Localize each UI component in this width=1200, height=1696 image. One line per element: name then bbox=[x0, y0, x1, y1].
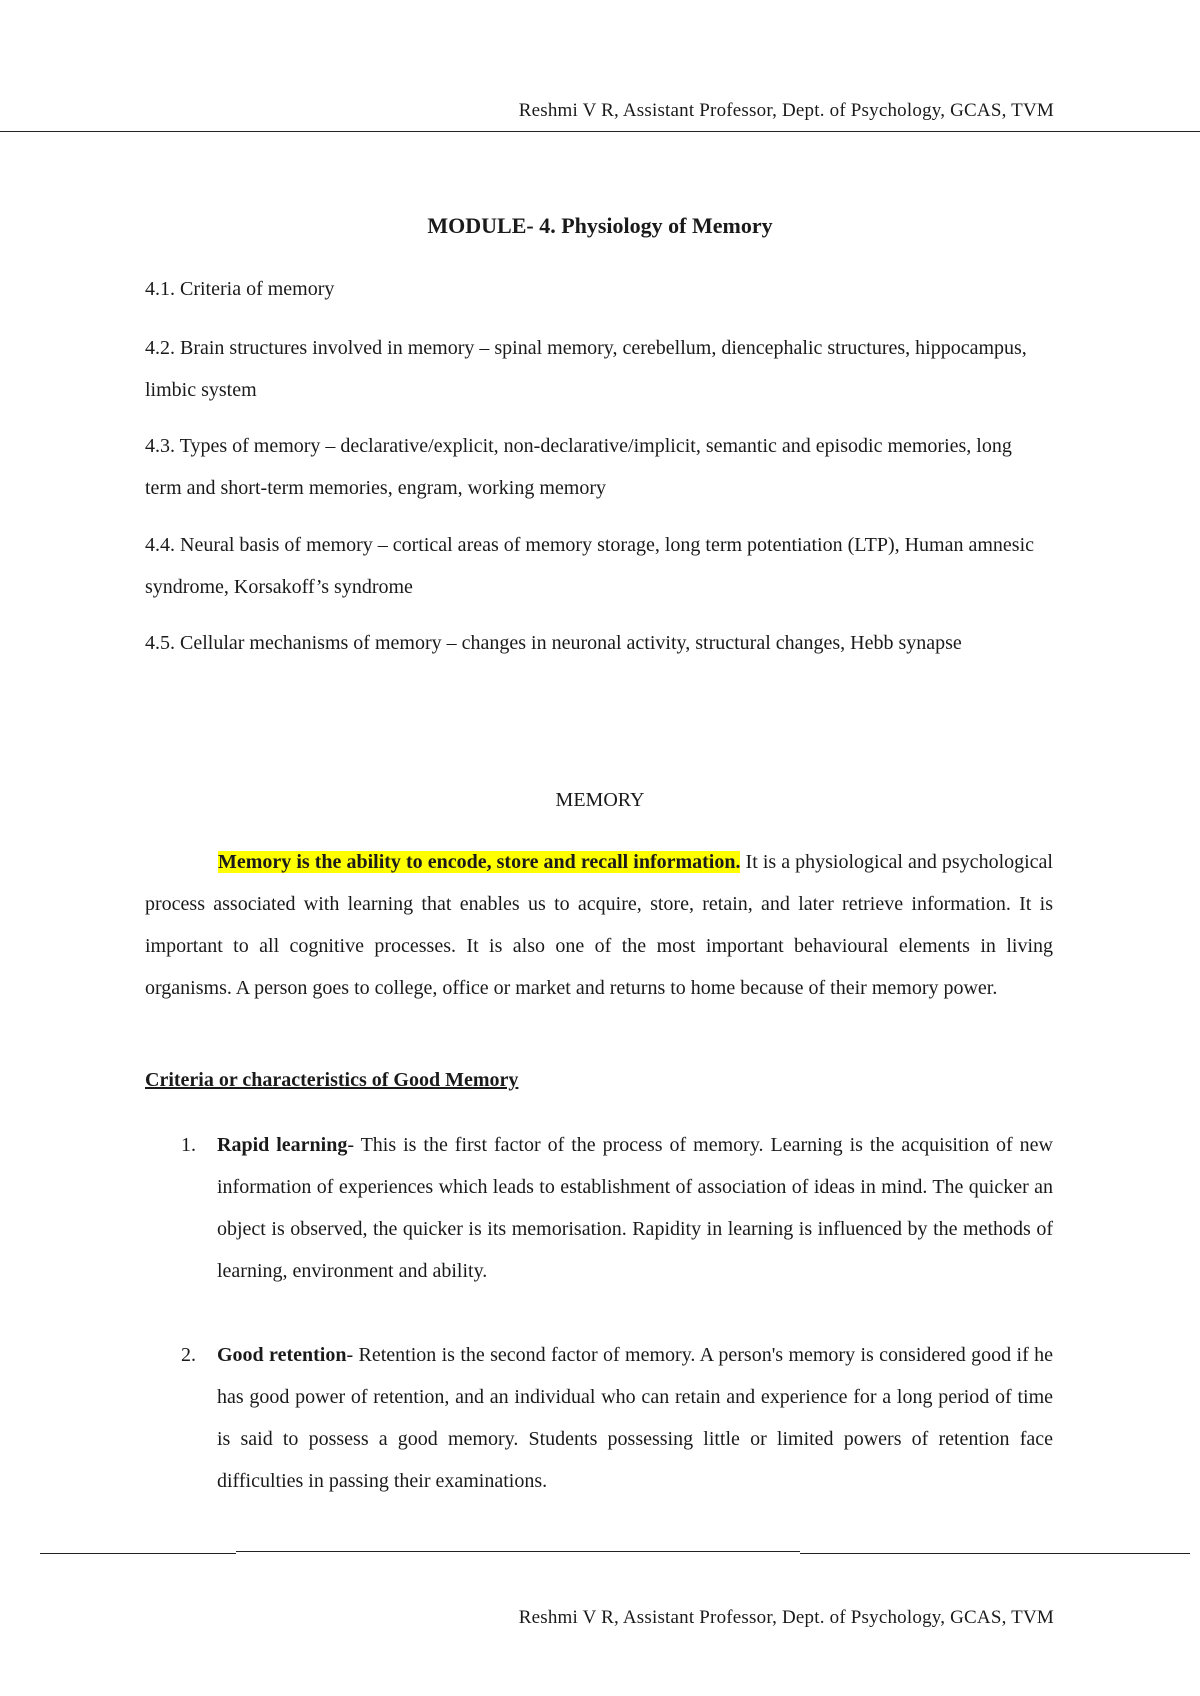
page-title: MODULE- 4. Physiology of Memory bbox=[427, 213, 773, 238]
footer-divider-left bbox=[40, 1553, 236, 1554]
list-item bbox=[145, 1124, 1053, 1292]
list-item-term: Good retention bbox=[217, 1344, 347, 1366]
highlighted-definition: Memory is the ability to encode, store and recall information. bbox=[218, 851, 741, 873]
page-footer: Reshmi V R, Assistant Professor, Dept. of Psychology, GCAS, TVM bbox=[518, 1607, 1054, 1628]
memory-definition-paragraph bbox=[145, 841, 1053, 1009]
list-number: 2. bbox=[181, 1344, 196, 1366]
header-divider bbox=[0, 131, 1200, 132]
toc-item-4-1: 4.1. Criteria of memory bbox=[145, 278, 335, 300]
list-item-term: Rapid learning bbox=[217, 1134, 348, 1156]
toc-item-4-4: 4.4. Neural basis of memory – cortical areas of memory storage, long term potentiation (LTP), Human amnesic syndrome, Korsakoff’s syndrome bbox=[145, 534, 1035, 598]
toc-item-4-2: 4.2. Brain structures involved in memory – spinal memory, cerebellum, diencephalic structures, hippocampus, limbic system bbox=[145, 337, 1027, 401]
criteria-heading: Criteria or characteristics of Good Memory bbox=[145, 1069, 519, 1091]
page-header: Reshmi V R, Assistant Professor, Dept. of Psychology, GCAS, TVM bbox=[518, 100, 1054, 121]
footer-divider-right bbox=[800, 1553, 1190, 1554]
section-heading-memory: MEMORY bbox=[555, 789, 645, 811]
footer-divider-middle bbox=[236, 1551, 800, 1552]
list-number: 1. bbox=[181, 1134, 196, 1156]
list-item bbox=[145, 1334, 1053, 1502]
list-item-text: - Retention is the second factor of memory. A person's memory is considered good if he has good power of retention, and an individual who can retain and experience for a long period of time is said to possess a good memory. Students possessing little or limited powers of retention face difficulties in passing their examinations. bbox=[217, 1344, 1053, 1492]
toc-item-4-3: 4.3. Types of memory – declarative/explicit, non-declarative/implicit, semantic and episodic memories, long term and short-term memories, engram, working memory bbox=[145, 435, 1012, 499]
list-item-text: - This is the first factor of the process of memory. Learning is the acquisition of new information of experiences which leads to establishment of association of ideas in mind. The quicker an object is observed, the quicker is its memorisation. Rapidity in learning is influenced by the methods of learning, environment and ability. bbox=[217, 1134, 1053, 1282]
toc-item-4-5: 4.5. Cellular mechanisms of memory – changes in neuronal activity, structural changes, Hebb synapse bbox=[145, 632, 962, 654]
memory-paragraph-body: It is a physiological and psychological process associated with learning that enables us to acquire, store, retain, and later retrieve information. It is important to all cognitive processes. It is also one of the most important behavioural elements in living organisms. A person goes to college, office or market and returns to home because of their memory power. bbox=[145, 851, 1053, 999]
